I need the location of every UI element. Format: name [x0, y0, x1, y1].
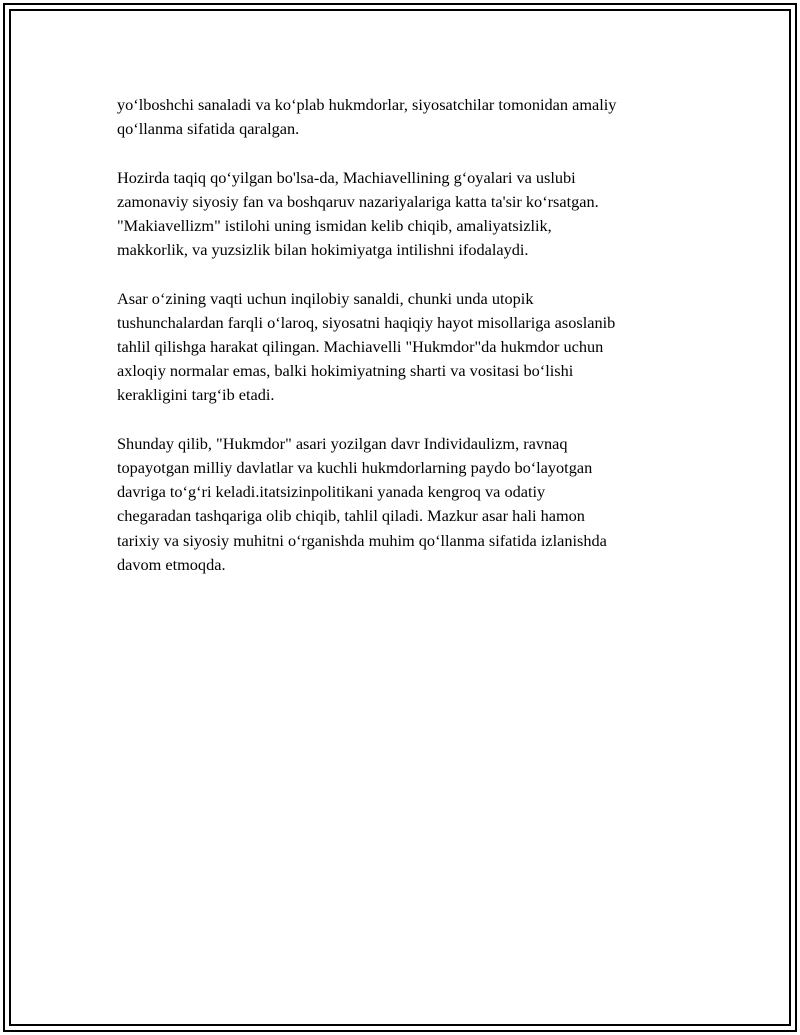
- text-line: yo‘lboshchi sanaladi va ko‘plab hukmdorlar, siyosatchilar tomonidan amaliy: [117, 95, 617, 114]
- text-line: davriga to‘g‘ri keladi.itatsizinpolitikani yanada kengroq va odatiy: [117, 482, 546, 502]
- text-line: kerakligini targ‘ib etadi.: [117, 385, 275, 405]
- text-line: "Makiavellizm" istilohi uning ismidan kelib chiqib, amaliyatsizlik,: [117, 216, 552, 235]
- text-line: qo‘llanma sifatida qaralgan.: [117, 119, 300, 139]
- paragraph-1: [117, 93, 697, 141]
- text-line: davom etmoqda.: [117, 554, 226, 574]
- text-line: tarixiy va siyosiy muhitni o‘rganishda muhim qo‘llanma sifatida izlanishda: [117, 530, 607, 550]
- paragraph-4: [117, 432, 697, 577]
- paragraph-3: [117, 287, 697, 408]
- text-line: tahlil qilishga harakat qilingan. Machiavelli "Hukmdor"da hukmdor uchun: [117, 337, 604, 356]
- text-line: chegaradan tashqariga olib chiqib, tahlil qiladi. Mazkur asar hali hamon: [117, 506, 585, 526]
- text-line: topayotgan milliy davlatlar va kuchli hukmdorlarning paydo bo‘layotgan: [117, 458, 593, 477]
- text-line: zamonaviy siyosiy fan va boshqaruv nazariyalariga katta ta'sir ko‘rsatgan.: [117, 191, 599, 211]
- document-body: [117, 93, 697, 601]
- text-line: Asar o‘zining vaqti uchun inqilobiy sanaldi, chunki unda utopik: [117, 288, 534, 308]
- text-line: Shunday qilib, "Hukmdor" asari yozilgan davr Individaulizm, ravnaq: [117, 433, 568, 453]
- paragraph-2: [117, 166, 697, 263]
- text-line: Hozirda taqiq qo‘yilgan bo'lsa-da, Machiavellining g‘oyalari va uslubi: [117, 167, 576, 187]
- text-line: axloqiy normalar emas, balki hokimiyatning sharti va vositasi bo‘lishi: [117, 361, 574, 381]
- text-line: tushunchalardan farqli o‘laroq, siyosatni haqiqiy hayot misollariga asoslanib: [117, 312, 616, 332]
- text-line: makkorlik, va yuzsizlik bilan hokimiyatga intilishni ifodalaydi.: [117, 240, 529, 260]
